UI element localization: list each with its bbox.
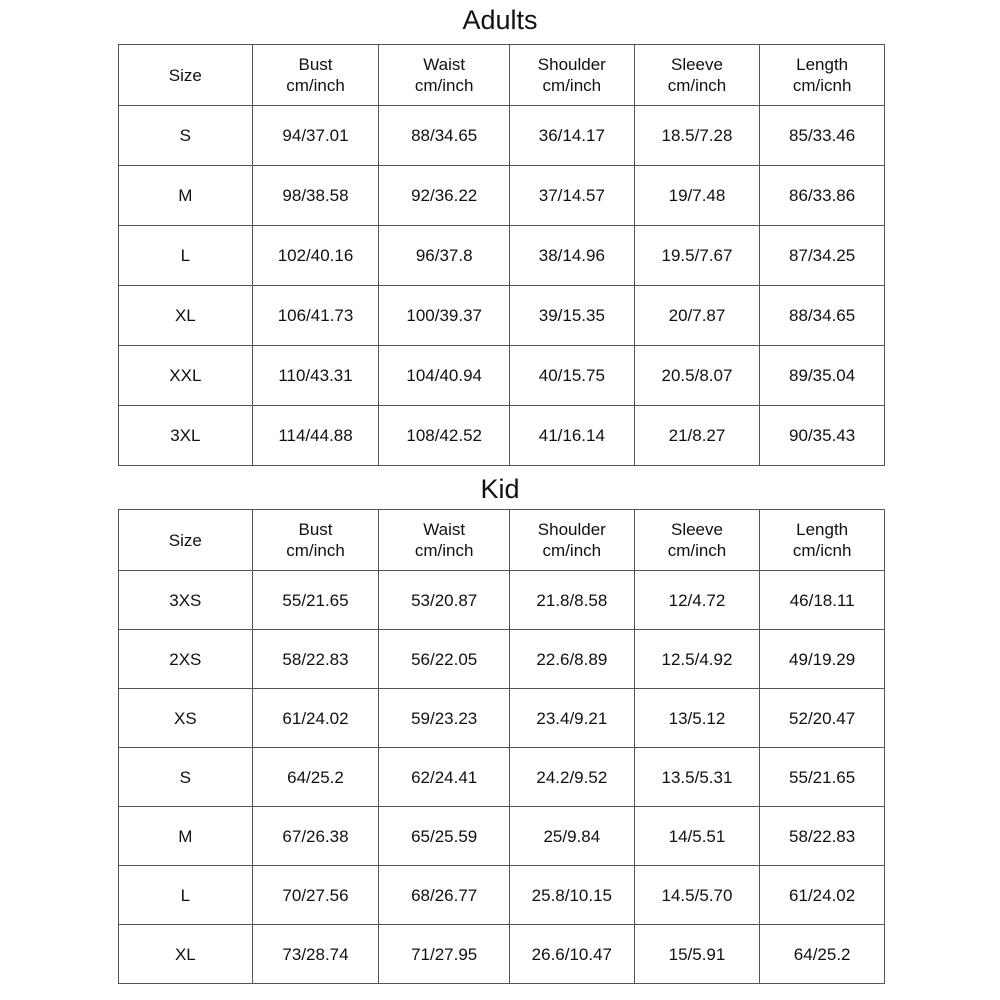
table-row	[119, 925, 885, 984]
adults-title: Adults	[462, 5, 538, 35]
shoulder-cell: 23.4/9.21	[510, 689, 635, 748]
adults-header-sleeve	[634, 45, 760, 106]
waist-cell: 92/36.22	[379, 166, 510, 226]
bust-cell: 55/21.65	[252, 571, 379, 630]
waist-cell: 68/26.77	[379, 866, 510, 925]
table-row	[119, 406, 885, 466]
bust-cell: 73/28.74	[252, 925, 379, 984]
adults-header-size	[119, 45, 253, 106]
kid-header-sleeve	[634, 510, 760, 571]
header-label: Shoulder	[537, 55, 606, 74]
header-unit: cm/inch	[414, 541, 474, 560]
waist-cell: 71/27.95	[379, 925, 510, 984]
bust-cell: 67/26.38	[252, 807, 379, 866]
sleeve-cell: 14.5/5.70	[634, 866, 760, 925]
length-cell: 49/19.29	[760, 630, 885, 689]
adults-header-waist	[379, 45, 510, 106]
header-unit: cm/inch	[667, 541, 727, 560]
header-unit: cm/inch	[542, 76, 602, 95]
waist-cell: 100/39.37	[379, 286, 510, 346]
header-label: Bust	[298, 55, 333, 74]
waist-cell: 53/20.87	[379, 571, 510, 630]
length-cell: 88/34.65	[760, 286, 885, 346]
table-row	[119, 630, 885, 689]
size-cell: L	[119, 226, 253, 286]
size-cell: XXL	[119, 346, 253, 406]
table-row	[119, 866, 885, 925]
sleeve-cell: 20.5/8.07	[634, 346, 760, 406]
sleeve-cell: 13/5.12	[634, 689, 760, 748]
waist-cell: 104/40.94	[379, 346, 510, 406]
adults-header-shoulder	[510, 45, 635, 106]
size-cell: S	[119, 748, 253, 807]
table-row	[119, 106, 885, 166]
header-label: Length	[796, 520, 849, 539]
waist-cell: 88/34.65	[379, 106, 510, 166]
shoulder-cell: 25/9.84	[510, 807, 635, 866]
sleeve-cell: 14/5.51	[634, 807, 760, 866]
size-cell: XS	[119, 689, 253, 748]
shoulder-cell: 41/16.14	[510, 406, 635, 466]
length-cell: 90/35.43	[760, 406, 885, 466]
sleeve-cell: 21/8.27	[634, 406, 760, 466]
bust-cell: 110/43.31	[252, 346, 379, 406]
length-cell: 89/35.04	[760, 346, 885, 406]
adults-header-row	[119, 45, 885, 106]
header-label: Size	[168, 65, 202, 85]
size-cell: M	[119, 166, 253, 226]
table-row	[119, 571, 885, 630]
shoulder-cell: 40/15.75	[510, 346, 635, 406]
length-cell: 85/33.46	[760, 106, 885, 166]
waist-cell: 62/24.41	[379, 748, 510, 807]
kid-title: Kid	[480, 474, 520, 504]
shoulder-cell: 36/14.17	[510, 106, 635, 166]
table-row	[119, 286, 885, 346]
waist-cell: 108/42.52	[379, 406, 510, 466]
sleeve-cell: 12/4.72	[634, 571, 760, 630]
shoulder-cell: 22.6/8.89	[510, 630, 635, 689]
waist-cell: 56/22.05	[379, 630, 510, 689]
shoulder-cell: 21.8/8.58	[510, 571, 635, 630]
kid-header-bust	[252, 510, 379, 571]
size-cell: L	[119, 866, 253, 925]
sleeve-cell: 19/7.48	[634, 166, 760, 226]
adults-header-length	[760, 45, 885, 106]
header-unit: cm/inch	[414, 76, 474, 95]
shoulder-cell: 37/14.57	[510, 166, 635, 226]
header-label: Waist	[423, 520, 466, 539]
shoulder-cell: 25.8/10.15	[510, 866, 635, 925]
length-cell: 86/33.86	[760, 166, 885, 226]
header-unit: cm/icnh	[792, 76, 852, 95]
bust-cell: 64/25.2	[252, 748, 379, 807]
size-cell: S	[119, 106, 253, 166]
shoulder-cell: 26.6/10.47	[510, 925, 635, 984]
bust-cell: 61/24.02	[252, 689, 379, 748]
header-unit: cm/inch	[542, 541, 602, 560]
kid-header-size	[119, 510, 253, 571]
table-row	[119, 748, 885, 807]
shoulder-cell: 24.2/9.52	[510, 748, 635, 807]
waist-cell: 96/37.8	[379, 226, 510, 286]
bust-cell: 98/38.58	[252, 166, 379, 226]
header-unit: cm/inch	[286, 541, 345, 560]
size-cell: 3XL	[119, 406, 253, 466]
sleeve-cell: 15/5.91	[634, 925, 760, 984]
table-row	[119, 689, 885, 748]
adults-size-table	[118, 44, 885, 466]
kid-header-shoulder	[510, 510, 635, 571]
sleeve-cell: 20/7.87	[634, 286, 760, 346]
adults-header-bust	[252, 45, 379, 106]
header-label: Size	[168, 530, 202, 550]
table-row	[119, 166, 885, 226]
waist-cell: 59/23.23	[379, 689, 510, 748]
length-cell: 55/21.65	[760, 748, 885, 807]
length-cell: 52/20.47	[760, 689, 885, 748]
table-row	[119, 807, 885, 866]
kid-header-row	[119, 510, 885, 571]
bust-cell: 58/22.83	[252, 630, 379, 689]
header-label: Sleeve	[670, 55, 723, 74]
header-unit: cm/inch	[667, 76, 727, 95]
shoulder-cell: 38/14.96	[510, 226, 635, 286]
header-label: Waist	[423, 55, 466, 74]
sleeve-cell: 19.5/7.67	[634, 226, 760, 286]
kid-header-waist	[379, 510, 510, 571]
size-cell: XL	[119, 925, 253, 984]
length-cell: 61/24.02	[760, 866, 885, 925]
sleeve-cell: 13.5/5.31	[634, 748, 760, 807]
sleeve-cell: 12.5/4.92	[634, 630, 760, 689]
header-label: Length	[796, 55, 849, 74]
bust-cell: 106/41.73	[252, 286, 379, 346]
sleeve-cell: 18.5/7.28	[634, 106, 760, 166]
shoulder-cell: 39/15.35	[510, 286, 635, 346]
waist-cell: 65/25.59	[379, 807, 510, 866]
bust-cell: 102/40.16	[252, 226, 379, 286]
kid-header-length	[760, 510, 885, 571]
length-cell: 58/22.83	[760, 807, 885, 866]
bust-cell: 94/37.01	[252, 106, 379, 166]
length-cell: 64/25.2	[760, 925, 885, 984]
bust-cell: 70/27.56	[252, 866, 379, 925]
bust-cell: 114/44.88	[252, 406, 379, 466]
length-cell: 87/34.25	[760, 226, 885, 286]
header-label: Bust	[298, 520, 333, 539]
header-label: Shoulder	[537, 520, 606, 539]
table-row	[119, 346, 885, 406]
header-unit: cm/inch	[286, 76, 345, 95]
length-cell: 46/18.11	[760, 571, 885, 630]
header-label: Sleeve	[670, 520, 723, 539]
size-cell: XL	[119, 286, 253, 346]
size-cell: 2XS	[119, 630, 253, 689]
table-row	[119, 226, 885, 286]
size-cell: 3XS	[119, 571, 253, 630]
size-cell: M	[119, 807, 253, 866]
header-unit: cm/icnh	[792, 541, 852, 560]
kid-size-table	[118, 509, 885, 984]
